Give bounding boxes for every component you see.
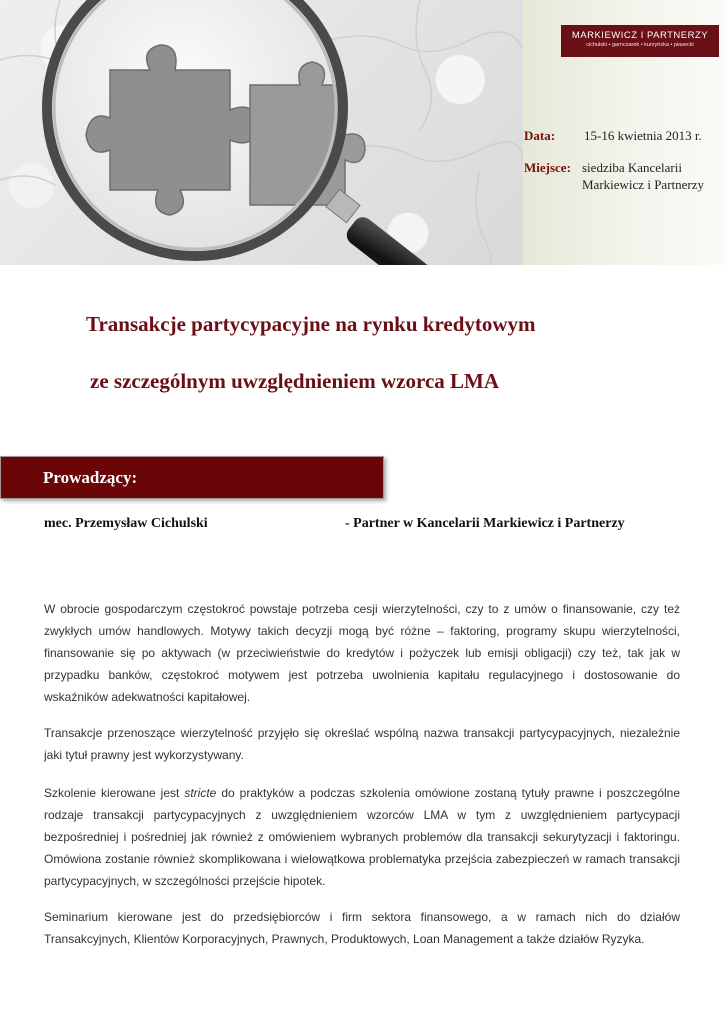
firm-partners: cichulski • garnczarek • kurzyńska • piasecki [586, 42, 694, 48]
title-line-1: Transakcje partycypacyjne na rynku kredytowym [86, 312, 536, 336]
lecturer-role: - Partner w Kancelarii Markiewicz i Partnerzy [345, 516, 625, 531]
lecturer-section-label: Prowadzący: [43, 468, 138, 487]
paragraph-3-start: Szkolenie kierowane jest [44, 786, 185, 800]
lecturer-name: mec. Przemysław Cichulski [44, 516, 208, 531]
magnifier-puzzle-illustration [0, 0, 523, 265]
place-label: Miejsce: [524, 160, 571, 175]
hero-image [0, 0, 523, 265]
paragraph-3 [44, 782, 680, 892]
place-line-1: siedziba Kancelarii [582, 160, 682, 175]
place-line-2: Markiewicz i Partnerzy [582, 177, 705, 192]
firm-logo [561, 25, 719, 57]
date-row [524, 128, 555, 144]
paragraph-3-rest: do praktyków a podczas szkolenia omówione zostaną tytuły prawne i poszczególne rodzaje transakcji partycypacyjnych z uwzględnieniem wzorców LMA w tym z uwzględnieniem partycypacji bezpośredniej i pośredniej jak również z omówieniem wybranych problemów dla transakcji sekurytyzacji i faktoringu. Omówiona zostanie również skomplikowana i wielowątkowa problematyka przejścia zabezpieczeń w ramach transakcji partycypacyjnych, w szczególności przejście hipotek. [44, 786, 681, 888]
date-label: Data: [524, 128, 556, 143]
paragraph-4: Seminarium kierowane jest do przedsiębiorców i firm sektora finansowego, a w ramach nich do działów Transakcyjnych, Klientów Korporacyjnych, Prawnych, Produktowych, Loan Management a także działów Ryzyka. [44, 910, 680, 946]
paragraph-2: Transakcje przenoszące wierzytelność przyjęło się określać wspólną nazwa transakcji partycypacyjnych, niezależnie jaki tytuł prawny jest wykorzystywany. [44, 726, 680, 762]
paragraph-3-italic: stricte [184, 786, 217, 800]
date-value: 15-16 kwietnia 2013 r. [584, 128, 702, 143]
place-row [524, 160, 571, 176]
lecturer-section-header [0, 456, 384, 499]
paragraph-1: W obrocie gospodarczym częstokroć powstaje potrzeba cesji wierzytelności, czy to z umów o finansowanie, czy też zwykłych umów handlowych. Motywy takich decyzji mogą być różne – faktoring, programy skupu wierzytelności, finansowanie się po aktywach (w przeciwieństwie do kredytów i pożyczek lub emisji obligacji) czy też, tak jak w przypadku banków, częstokroć motywem jest potrzeba uwolnienia kapitału regulacyjnego i dostosowanie do wskaźników adekwatności kapitałowej. [44, 602, 680, 704]
firm-name: MARKIEWICZ I PARTNERZY [571, 30, 709, 41]
title-line-2: ze szczególnym uwzględnieniem wzorca LMA [90, 369, 500, 393]
